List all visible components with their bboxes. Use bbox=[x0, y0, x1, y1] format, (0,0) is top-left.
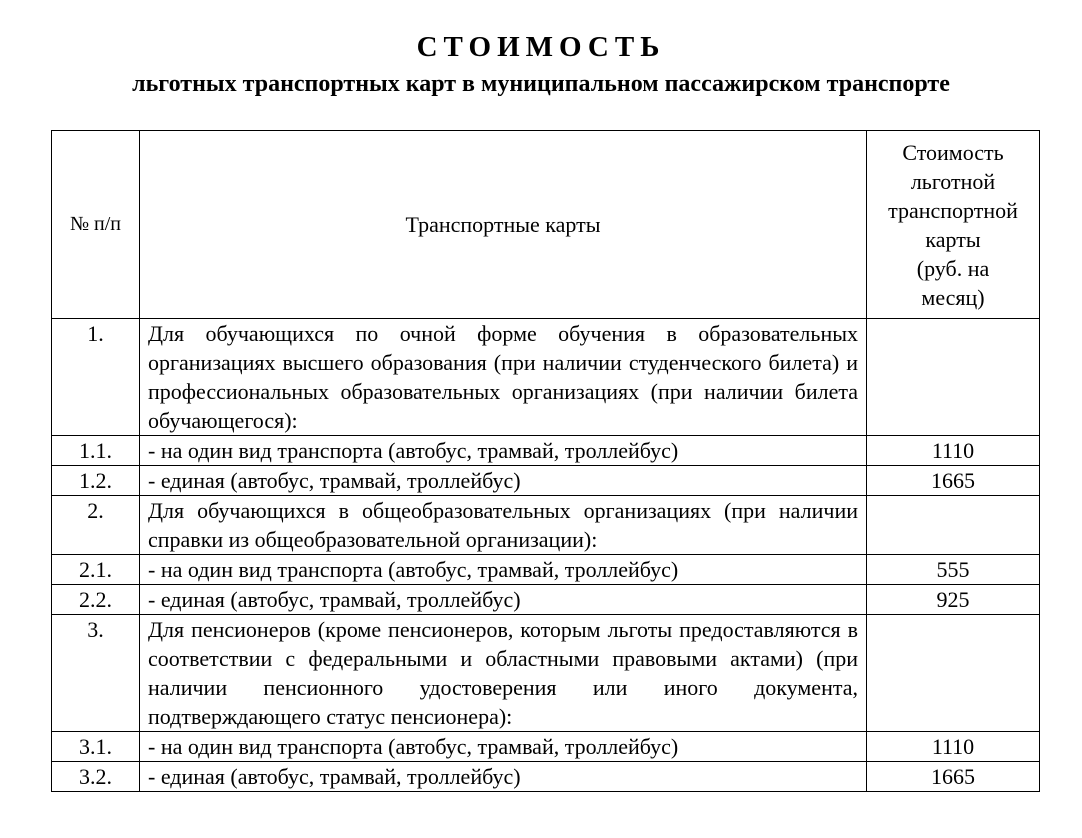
row-number: 3.2. bbox=[52, 762, 140, 792]
row-price bbox=[867, 496, 1040, 555]
document-subtitle: льготных транспортных карт в муниципальном пассажирском транспорте bbox=[132, 71, 950, 97]
row-price: 1665 bbox=[867, 762, 1040, 792]
row-number: 1. bbox=[52, 319, 140, 436]
row-price bbox=[867, 615, 1040, 732]
row-description: - единая (автобус, трамвай, троллейбус) bbox=[140, 585, 867, 615]
header-price-line: Стоимость bbox=[902, 139, 1004, 165]
table-row bbox=[52, 496, 1040, 555]
row-number: 2.1. bbox=[52, 555, 140, 585]
row-description: - единая (автобус, трамвай, троллейбус) bbox=[140, 762, 867, 792]
row-description: - на один вид транспорта (автобус, трамвай, троллейбус) bbox=[140, 732, 867, 762]
row-number: 2.2. bbox=[52, 585, 140, 615]
row-price: 1665 bbox=[867, 466, 1040, 496]
row-description: - единая (автобус, трамвай, троллейбус) bbox=[140, 466, 867, 496]
row-price: 1110 bbox=[867, 436, 1040, 466]
row-description: Для обучающихся по очной форме обучения в образовательных организациях высшего образования (при наличии студенческого билета) и профессиональных образовательных организациях (при наличии билета обучающегося): bbox=[140, 319, 867, 436]
table-row bbox=[52, 732, 1040, 762]
row-price: 925 bbox=[867, 585, 1040, 615]
row-price bbox=[867, 319, 1040, 436]
tariff-table bbox=[51, 130, 1040, 792]
row-description: - на один вид транспорта (автобус, трамвай, троллейбус) bbox=[140, 555, 867, 585]
table-row bbox=[52, 436, 1040, 466]
row-number: 1.2. bbox=[52, 466, 140, 496]
header-price-line: транспортной bbox=[888, 197, 1018, 223]
table-row bbox=[52, 466, 1040, 496]
header-number: № п/п bbox=[52, 131, 140, 319]
table-row bbox=[52, 615, 1040, 732]
row-description: Для обучающихся в общеобразовательных организациях (при наличии справки из общеобразовательной организации): bbox=[140, 496, 867, 555]
header-price bbox=[867, 131, 1040, 319]
header-price-line: льготной bbox=[910, 168, 996, 194]
row-number: 3.1. bbox=[52, 732, 140, 762]
header-cards: Транспортные карты bbox=[140, 131, 867, 319]
header-price-line: карты bbox=[925, 226, 981, 252]
header-price-line: месяц) bbox=[921, 284, 985, 310]
table-row bbox=[52, 555, 1040, 585]
row-description: - на один вид транспорта (автобус, трамвай, троллейбус) bbox=[140, 436, 867, 466]
table-row bbox=[52, 319, 1040, 436]
row-price: 555 bbox=[867, 555, 1040, 585]
row-number: 3. bbox=[52, 615, 140, 732]
table-row bbox=[52, 762, 1040, 792]
document-title: СТОИМОСТЬ bbox=[416, 31, 666, 63]
row-price: 1110 bbox=[867, 732, 1040, 762]
row-number: 1.1. bbox=[52, 436, 140, 466]
table-row bbox=[52, 585, 1040, 615]
table-header-row bbox=[52, 131, 1040, 319]
row-number: 2. bbox=[52, 496, 140, 555]
header-price-line: (руб. на bbox=[916, 255, 990, 281]
row-description: Для пенсионеров (кроме пенсионеров, которым льготы предоставляются в соответствии с федеральными и областными правовыми актами) (при наличии пенсионного удостоверения или иного документа, подтверждающего статус пенсионера): bbox=[140, 615, 867, 732]
